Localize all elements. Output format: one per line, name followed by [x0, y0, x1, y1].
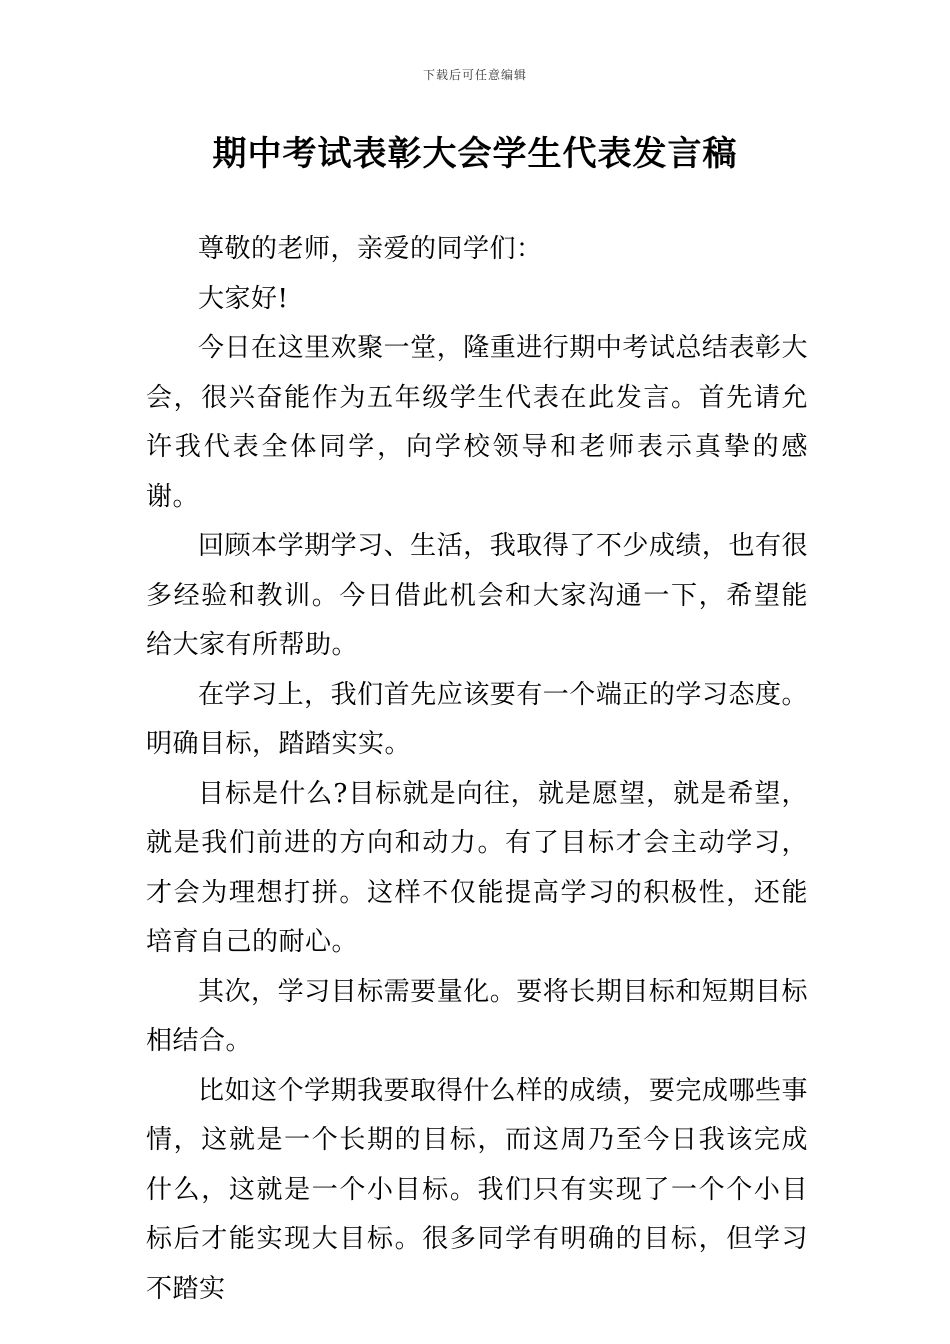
document-body: [146, 225, 808, 1314]
paragraph: 回顾本学期学习、生活，我取得了不少成绩，也有很多经验和教训。今日借此机会和大家沟通一下，希望能给大家有所帮助。: [146, 531, 808, 660]
paragraph-salutation: 尊敬的老师，亲爱的同学们：: [198, 234, 543, 264]
paragraph: 目标是什么?目标就是向往，就是愿望，就是希望，就是我们前进的方向和动力。有了目标才会主动学习，才会为理想打拼。这样不仅能提高学习的积极性，还能培育自己的耐心。: [146, 778, 808, 957]
paragraph-greeting: 大家好!: [198, 283, 289, 314]
paragraph: 今日在这里欢聚一堂，隆重进行期中考试总结表彰大会，很兴奋能作为五年级学生代表在此发言。首先请允许我代表全体同学，向学校领导和老师表示真挚的感谢。: [146, 333, 808, 512]
paragraph: 其次，学习目标需要量化。要将长期目标和短期目标相结合。: [146, 976, 808, 1056]
paragraph: 比如这个学期我要取得什么样的成绩，要完成哪些事情，这就是一个长期的目标，而这周乃至今日我该完成什么，这就是一个小目标。我们只有实现了一个个小目标后才能实现大目标。很多同学有明确的目标，但学习不踏实: [146, 1075, 808, 1304]
document-title: 期中考试表彰大会学生代表发言稿: [212, 134, 738, 174]
page-header-note: 下载后可任意编辑: [422, 68, 527, 82]
paragraph: 在学习上，我们首先应该要有一个端正的学习态度。明确目标，踏踏实实。: [146, 679, 808, 759]
